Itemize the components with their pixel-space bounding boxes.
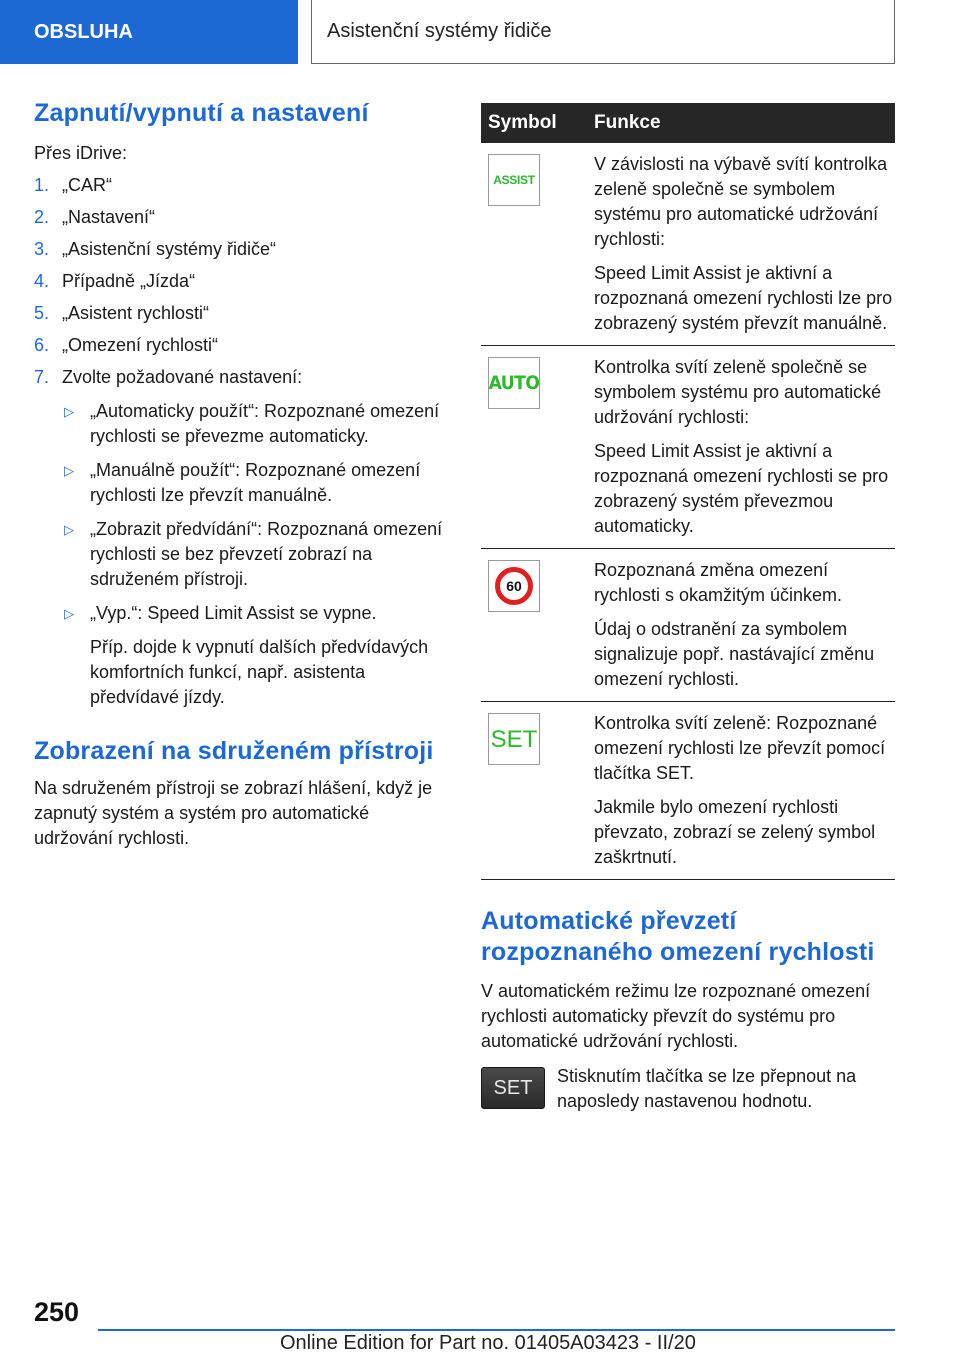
section-instrument-display xyxy=(34,736,446,851)
auto-icon-label: AUTO xyxy=(488,371,540,394)
option-list xyxy=(62,399,446,710)
function-text: V závislosti na výbavě svítí kontrolka zeleně společně se symbolem systému pro automatické udržování rychlosti: xyxy=(594,154,888,249)
left-column xyxy=(34,98,446,851)
function-text: Kontrolka svítí zeleně: Rozpoznané omezení rychlosti lze převzít pomocí tlačítka SET. xyxy=(594,713,886,783)
triangle-bullet-icon: ▷ xyxy=(64,606,74,621)
table-row xyxy=(481,702,895,880)
option-text: „Vyp.“: Speed Limit Assist se vypne. xyxy=(90,603,377,623)
section-tab xyxy=(0,0,298,64)
set-icon-label: SET xyxy=(490,725,538,753)
step-item xyxy=(34,301,446,326)
option-item xyxy=(62,601,446,710)
step-item xyxy=(34,365,446,710)
function-text: Kontrolka svítí zeleně společně se symbolem systému pro automatické udržování rychlosti: xyxy=(594,357,882,427)
option-text: „Automaticky použít“: Rozpoznané omezení rychlosti se převezme automaticky. xyxy=(90,401,440,446)
function-text: Jakmile bylo omezení rychlosti převzato, zobrazí se zelený symbol zaškrtnutí. xyxy=(594,797,876,867)
section-label: OBSLUHA xyxy=(34,20,133,43)
option-item xyxy=(62,517,446,592)
step-text: „Asistent rychlosti“ xyxy=(62,303,210,323)
intro-text: Přes iDrive: xyxy=(34,143,128,163)
option-text: „Zobrazit předvídání“: Rozpoznaná omezení rychlosti se bez převzetí zobrazí na sdruženém přístroji. xyxy=(90,519,443,589)
footer-edition: Online Edition for Part no. 01405A03423 - II/20 xyxy=(280,1332,696,1354)
step-item xyxy=(34,237,446,262)
symbol-cell xyxy=(481,702,590,880)
column-header-function: Funkce xyxy=(590,103,895,143)
step-item xyxy=(34,173,446,198)
page-number: 250 xyxy=(34,1297,80,1327)
option-text: „Manuálně použít“: Rozpoznané omezení rychlosti lze převzít manuálně. xyxy=(90,460,421,505)
function-text: Údaj o odstranění za symbolem signalizuje popř. nastávající změnu omezení rychlosti. xyxy=(594,619,875,689)
function-cell xyxy=(590,549,895,702)
step-number: 7. xyxy=(34,367,50,387)
step-number: 5. xyxy=(34,303,50,323)
set-button-label: SET xyxy=(493,1076,533,1099)
assist-icon-label: ASSIST xyxy=(493,172,535,187)
symbol-table xyxy=(481,103,895,880)
step-text: „Omezení rychlosti“ xyxy=(62,335,219,355)
function-cell xyxy=(590,702,895,880)
set-indicator-icon xyxy=(488,713,540,765)
speed-limit-value: 60 xyxy=(506,577,522,594)
auto-indicator-icon xyxy=(488,357,540,409)
table-header-row xyxy=(481,103,895,143)
speed-limit-sign xyxy=(495,567,533,605)
function-text: Rozpoznaná změna omezení rychlosti s okamžitým účinkem. xyxy=(594,560,843,605)
function-cell xyxy=(590,346,895,549)
step-item xyxy=(34,205,446,230)
triangle-bullet-icon: ▷ xyxy=(64,463,74,478)
triangle-bullet-icon: ▷ xyxy=(64,404,74,419)
speed-limit-sign-icon xyxy=(488,560,540,612)
option-item xyxy=(62,458,446,508)
step-item xyxy=(34,333,446,358)
set-button-icon xyxy=(481,1067,545,1109)
function-text: Speed Limit Assist je aktivní a rozpoznaná omezení rychlosti lze pro zobrazený systém převzít manuálně. xyxy=(594,263,893,333)
table-row xyxy=(481,143,895,346)
table-row xyxy=(481,549,895,702)
assist-indicator-icon xyxy=(488,154,540,206)
step-number: 1. xyxy=(34,175,50,195)
step-item xyxy=(34,269,446,294)
set-button-row xyxy=(481,1064,895,1114)
step-number: 6. xyxy=(34,335,50,355)
symbol-cell xyxy=(481,346,590,549)
right-column xyxy=(481,103,895,1114)
triangle-bullet-icon: ▷ xyxy=(64,522,74,537)
heading-instrument-display: Zobrazení na sdruženém přístroji xyxy=(34,737,434,765)
function-text: Speed Limit Assist je aktivní a rozpoznaná omezení rychlosti se pro zobrazený systém převezmou automaticky. xyxy=(594,441,889,536)
step-text: „CAR“ xyxy=(62,175,112,195)
heading-auto-adopt: Automatické převzetí rozpoznaného omezení rychlosti xyxy=(481,907,875,966)
set-button-text: Stisknutím tlačítka se lze přepnout na naposledy nastavenou hodnotu. xyxy=(557,1066,857,1111)
symbol-cell xyxy=(481,143,590,346)
step-text: Případně „Jízda“ xyxy=(62,271,196,291)
step-number: 2. xyxy=(34,207,50,227)
section-auto-adopt xyxy=(481,906,895,1114)
column-header-symbol: Symbol xyxy=(481,103,590,143)
step-text: „Asistenční systémy řidiče“ xyxy=(62,239,277,259)
step-text: Zvolte požadované nastavení: xyxy=(62,367,303,387)
instrument-display-text: Na sdruženém přístroji se zobrazí hlášení, když je zapnutý systém a systém pro automatické udržování rychlosti. xyxy=(34,778,433,848)
step-text: „Nastavení“ xyxy=(62,207,156,227)
step-number: 4. xyxy=(34,271,50,291)
chapter-title: Asistenční systémy řidiče xyxy=(327,20,552,42)
function-cell xyxy=(590,143,895,346)
heading-on-off: Zapnutí/vypnutí a nastavení xyxy=(34,99,369,127)
option-item xyxy=(62,399,446,449)
option-note: Příp. dojde k vypnutí dalších předvídavých komfortních funkcí, např. asistenta předvídavé jízdy. xyxy=(90,637,429,707)
footer-divider xyxy=(98,1329,895,1331)
table-row xyxy=(481,346,895,549)
auto-adopt-text: V automatickém režimu lze rozpoznané omezení rychlosti automaticky převzít do systému pro automatické udržování rychlosti. xyxy=(481,981,871,1051)
symbol-cell xyxy=(481,549,590,702)
steps-list xyxy=(34,173,446,710)
step-number: 3. xyxy=(34,239,50,259)
chapter-header xyxy=(311,0,895,64)
